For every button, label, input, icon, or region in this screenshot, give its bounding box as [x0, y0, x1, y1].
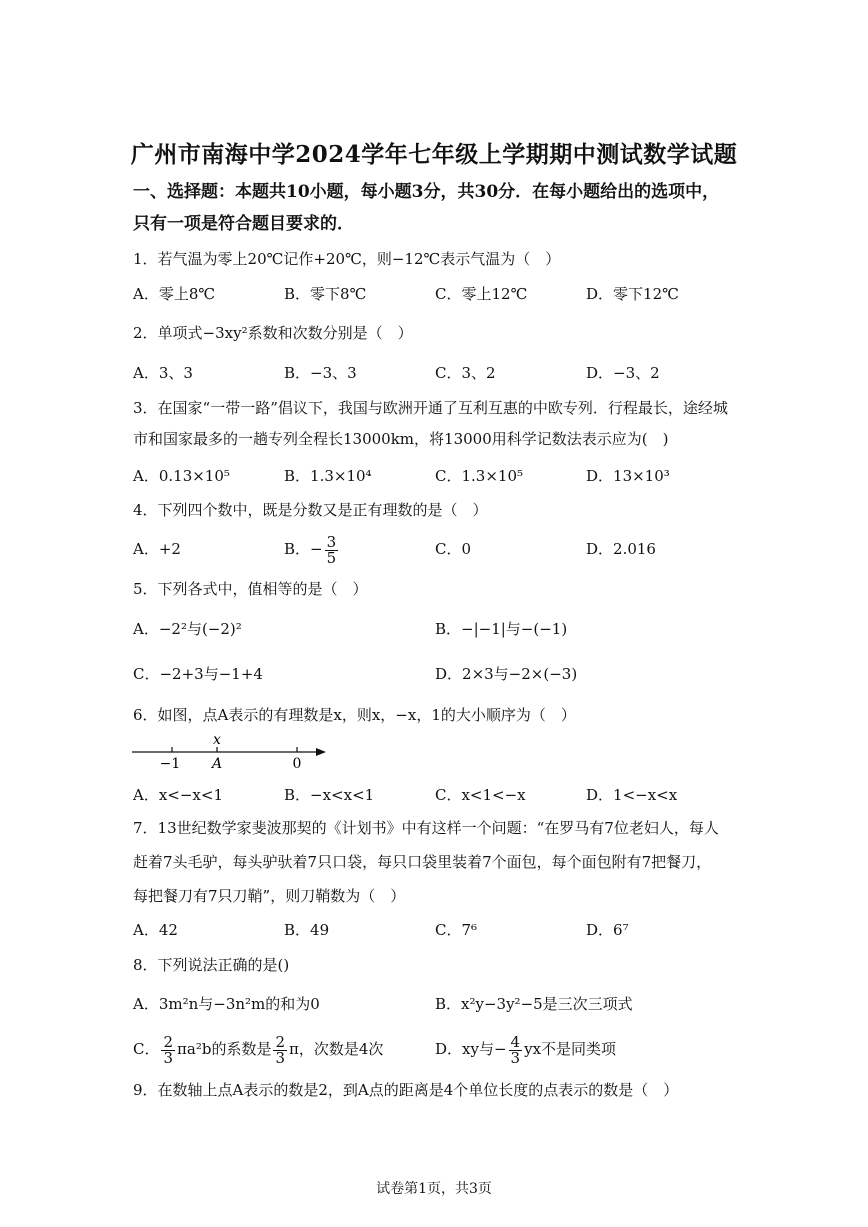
- option-c: C．7⁶: [435, 921, 478, 939]
- option-d-label: D．: [435, 1040, 463, 1058]
- question-3-cont: 市和国家最多的一趟专列全程长13000km，将13000用科学记数法表示应为( ): [133, 430, 669, 448]
- option-c: C．x<1<−x: [435, 786, 526, 804]
- section-heading: 一、选择题：本题共10小题，每小题3分，共30分．在每小题给出的选项中，: [133, 182, 720, 202]
- fraction-numerator: 4: [510, 1032, 521, 1051]
- page-footer: 试卷第1页，共3页: [376, 1181, 492, 1197]
- option-b: B．−x<x<1: [284, 786, 375, 804]
- fraction-numerator: 2: [275, 1032, 285, 1051]
- option-d: D．零下12℃: [586, 285, 679, 303]
- page-title: 广州市南海中学2024学年七年级上学期期中测试数学试题: [130, 141, 738, 168]
- option-a: A．3m²n与−3n²m的和为0: [133, 995, 320, 1013]
- question-4-options: [133, 532, 753, 567]
- question-8-options-row1: [133, 989, 753, 1019]
- question-5: 5．下列各式中，值相等的是（ ）: [133, 580, 368, 598]
- option-b: B．49: [284, 921, 330, 939]
- option-d: D．6⁷: [586, 921, 629, 939]
- option-a: A．+2: [133, 540, 181, 558]
- option-d-tail: yx不是同类项: [524, 1040, 617, 1058]
- question-6-options: [133, 780, 753, 810]
- fraction: [325, 532, 339, 567]
- section-heading-cont: 只有一项是符合题目要求的．: [133, 214, 354, 234]
- number-line-figure: [130, 732, 330, 772]
- question-4: 4．下列四个数中，既是分数又是正有理数的是（ ）: [133, 501, 488, 519]
- option-a: A．x<−x<1: [133, 786, 224, 804]
- question-7: 7．13世纪数学家斐波那契的《计划书》中有这样一个问题：“在罗马有7位老妇人，每人: [133, 819, 719, 837]
- fraction: [509, 1032, 523, 1067]
- option-c-label: C．: [133, 1040, 160, 1058]
- label-x: x: [213, 732, 221, 748]
- question-5-options-row1: [133, 614, 753, 644]
- option-b: B．x²y−3y²−5是三次三项式: [435, 995, 633, 1013]
- option-a: A．42: [133, 921, 178, 939]
- option-d-text: xy与−: [462, 1040, 507, 1058]
- fraction-denominator: 3: [163, 1048, 174, 1067]
- question-6: 6．如图，点A表示的有理数是x，则x，−x，1的大小顺序为（ ）: [133, 706, 576, 724]
- question-8-options-row2: [133, 1032, 753, 1067]
- option-c: C．零上12℃: [435, 285, 528, 303]
- question-7-cont: 赶着7头毛驴，每头驴驮着7只口袋，每只口袋里装着7个面包，每个面包附有7把餐刀，: [133, 853, 712, 871]
- question-7-options: [133, 915, 753, 945]
- option-b: B．−3、3: [284, 364, 357, 382]
- question-2-options: [133, 358, 753, 388]
- option-d: D．2×3与−2×(−3): [435, 665, 578, 683]
- fraction-numerator: 2: [163, 1032, 174, 1051]
- option-a: A．−2²与(−2)²: [133, 620, 242, 638]
- option-b-label: B．−: [284, 540, 323, 558]
- arrow-right-icon: [316, 748, 326, 756]
- option-c: C．3、2: [435, 364, 496, 382]
- question-7-cont2: 每把餐刀有7只刀鞘”，则刀鞘数为（ ）: [133, 887, 406, 905]
- label-zero: 0: [292, 756, 302, 772]
- option-b: B．1.3×10⁴: [284, 467, 372, 485]
- label-a: A: [211, 756, 223, 772]
- option-c: C．1.3×10⁵: [435, 467, 524, 485]
- option-c-text: πa²b的系数是: [177, 1040, 272, 1058]
- question-3: 3．在国家“一带一路”倡议下，我国与欧洲开通了互利互惠的中欧专列．行程最长，途经城: [133, 399, 728, 417]
- option-d: [435, 1034, 616, 1066]
- option-d: D．2.016: [586, 540, 656, 558]
- fraction-numerator: 3: [326, 532, 337, 551]
- option-a: A．零上8℃: [133, 285, 216, 303]
- question-8: 8．下列说法正确的是(): [133, 956, 290, 974]
- option-d: D．1<−x<x: [586, 786, 678, 804]
- fraction: [273, 1032, 287, 1067]
- option-c: C．−2+3与−1+4: [133, 665, 263, 683]
- question-9: 9．在数轴上点A表示的数是2，到A点的距离是4个单位长度的点表示的数是（ ）: [133, 1081, 679, 1099]
- option-a: A．3、3: [133, 364, 193, 382]
- fraction: [161, 1032, 175, 1067]
- option-b: [284, 534, 340, 566]
- fraction-denominator: 5: [326, 548, 337, 567]
- question-5-options-row2: [133, 659, 753, 689]
- option-d: D．13×10³: [586, 467, 670, 485]
- question-3-options: [133, 461, 753, 491]
- option-c: [133, 1034, 383, 1066]
- option-c-tail: π，次数是4次: [289, 1040, 384, 1058]
- question-1: 1．若气温为零上20℃记作+20℃，则−12℃表示气温为（ ）: [133, 250, 561, 268]
- question-1-options: [133, 279, 753, 309]
- label-minus-one: −1: [159, 756, 181, 772]
- fraction-denominator: 3: [275, 1048, 285, 1067]
- option-d: D．−3、2: [586, 364, 660, 382]
- question-2: 2．单项式−3xy²系数和次数分别是（ ）: [133, 324, 413, 342]
- option-b: B．−|−1|与−(−1): [435, 620, 568, 638]
- fraction-denominator: 3: [510, 1048, 521, 1067]
- option-c: C．0: [435, 540, 472, 558]
- option-a: A．0.13×10⁵: [133, 467, 230, 485]
- option-b: B．零下8℃: [284, 285, 367, 303]
